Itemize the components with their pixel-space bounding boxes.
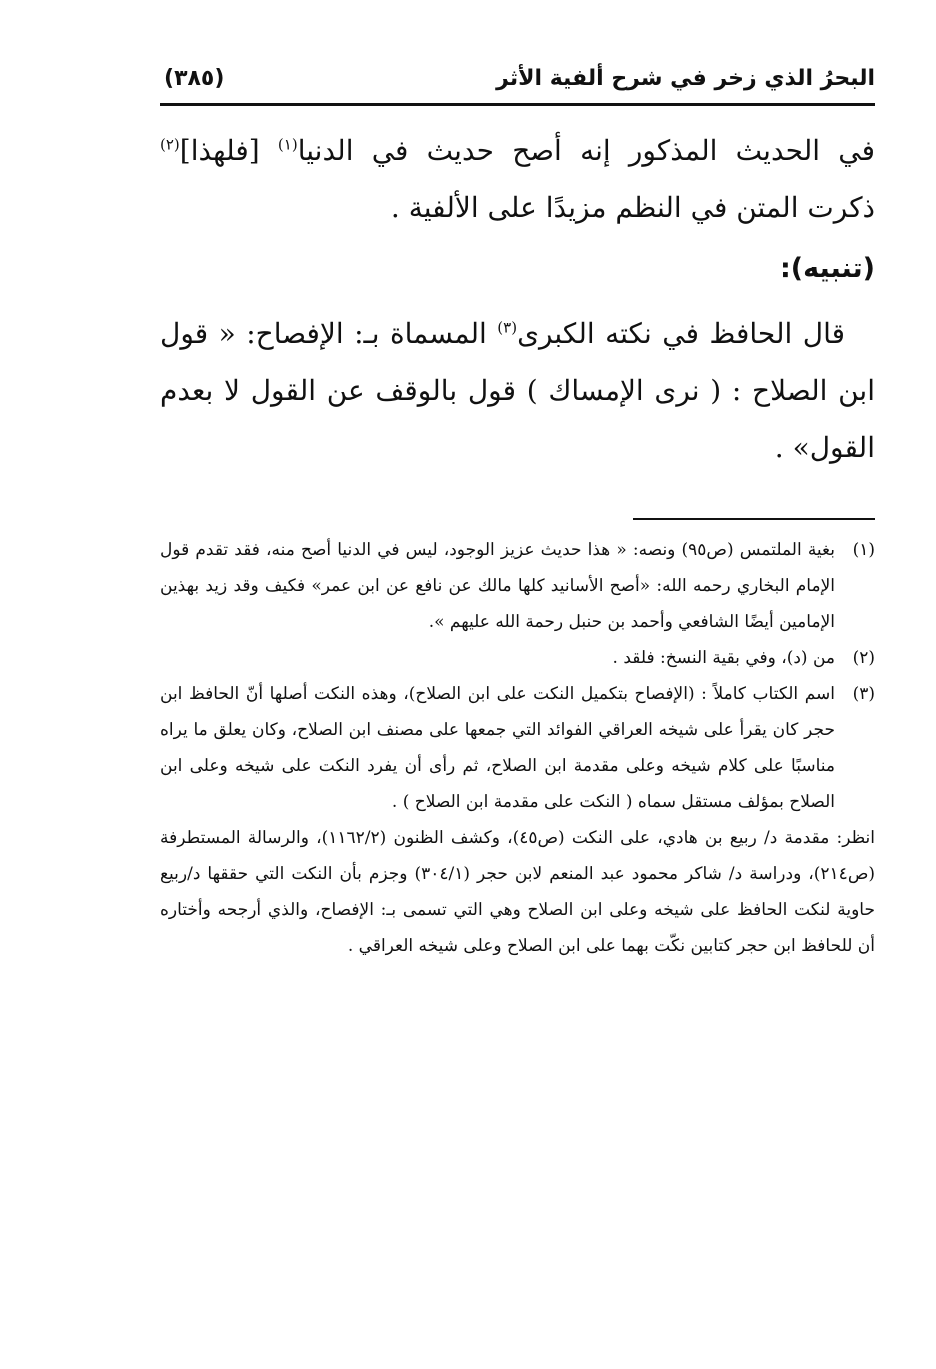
footnote-ref-1[interactable]: (١) (277, 135, 298, 154)
section-heading: (تنبيه): (779, 253, 875, 284)
paragraph-2 (160, 305, 875, 476)
footnotes (160, 532, 875, 964)
footnote-1-number: (١) (852, 540, 875, 560)
footnote-2-text: من (د)، وفي بقية النسخ: فلقد . (612, 648, 835, 668)
paragraph-2-part-a: قال الحافظ في نكته الكبرى (517, 317, 845, 350)
paragraph-1-part-a: في الحديث المذكور إنه أصح حديث في الدنيا (297, 134, 875, 167)
footnote-2 (160, 640, 875, 676)
paragraph-1-part-c: ذكرت المتن في النظم مزيدًا على الألفية . (390, 191, 875, 224)
footnote-1-text: بغية الملتمس (ص٩٥) ونصه: « هذا حديث عزيز الوجود، ليس في الدنيا أصح منه، فقد تقدم قول الإمام البخاري رحمه الله: «أصح الأسانيد كلها مالك عن نافع عن ابن عمر» فكيف وقد زيد بهذين الإمامين أيضًا الشافعي وأحمد بن حنبل رحمة الله عليهم ». (160, 540, 835, 632)
footnote-3-number: (٣) (852, 684, 875, 704)
main-text (160, 122, 875, 476)
paragraph-1-part-b: [فلهذا] (179, 134, 278, 167)
running-header (160, 62, 875, 102)
footnote-2-number: (٢) (852, 648, 875, 668)
paragraph-1 (160, 122, 875, 236)
footnote-separator (633, 518, 875, 520)
page-number: (٣٨٥) (164, 66, 225, 91)
footnote-3-text: اسم الكتاب كاملاً : (الإفصاح بتكميل النكت على ابن الصلاح)، وهذه النكت أصلها أنّ الحافظ ابن حجر كان يقرأ على شيخه العراقي الفوائد التي جمعها على مصنف ابن الصلاح، وكان يعلق ما يراه مناسبًا على كلام شيخه وعلى مقدمة ابن الصلاح، ثم رأى أن يفرد النكت على شيخه وعلى ابن الصلاح بمؤلف مستقل سماه ( النكت على مقدمة ابن الصلاح ) . (160, 684, 835, 812)
running-title: البحرُ الذي زخر في شرح ألفية الأثر (496, 66, 875, 91)
footnote-1 (160, 532, 875, 640)
footnote-3-continuation: انظر: مقدمة د/ ربيع بن هادي، على النكت (ص٤٥)، وكشف الظنون (١١٦٢/٢)، والرسالة المستطرفة (ص٢١٤)، ودراسة د/ شاكر محمود عبد المنعم لابن حجر (٣٠٤/١) وجزم بأن النكت التي حققها د/ربيع حاوية لنكت الحافظ على شيخه وعلى ابن الصلاح وهي التي تسمى بـ: الإفصاح، والذي أرجحه وأختاره أن للحافظ ابن حجر كتابين نكّت بهما على ابن الصلاح وعلى شيخه العراقي . (160, 828, 876, 956)
footnote-ref-2[interactable]: (٢) (160, 135, 180, 154)
paragraph-2-part-b: المسماة بـ: الإفصاح: « قول ابن الصلاح : ( نرى الإمساك ) قول بالوقف عن القول لا بعدم القول» . (160, 317, 875, 464)
footnote-ref-3[interactable]: (٣) (497, 318, 518, 337)
footnote-3 (160, 676, 875, 820)
header-rule (160, 103, 875, 106)
